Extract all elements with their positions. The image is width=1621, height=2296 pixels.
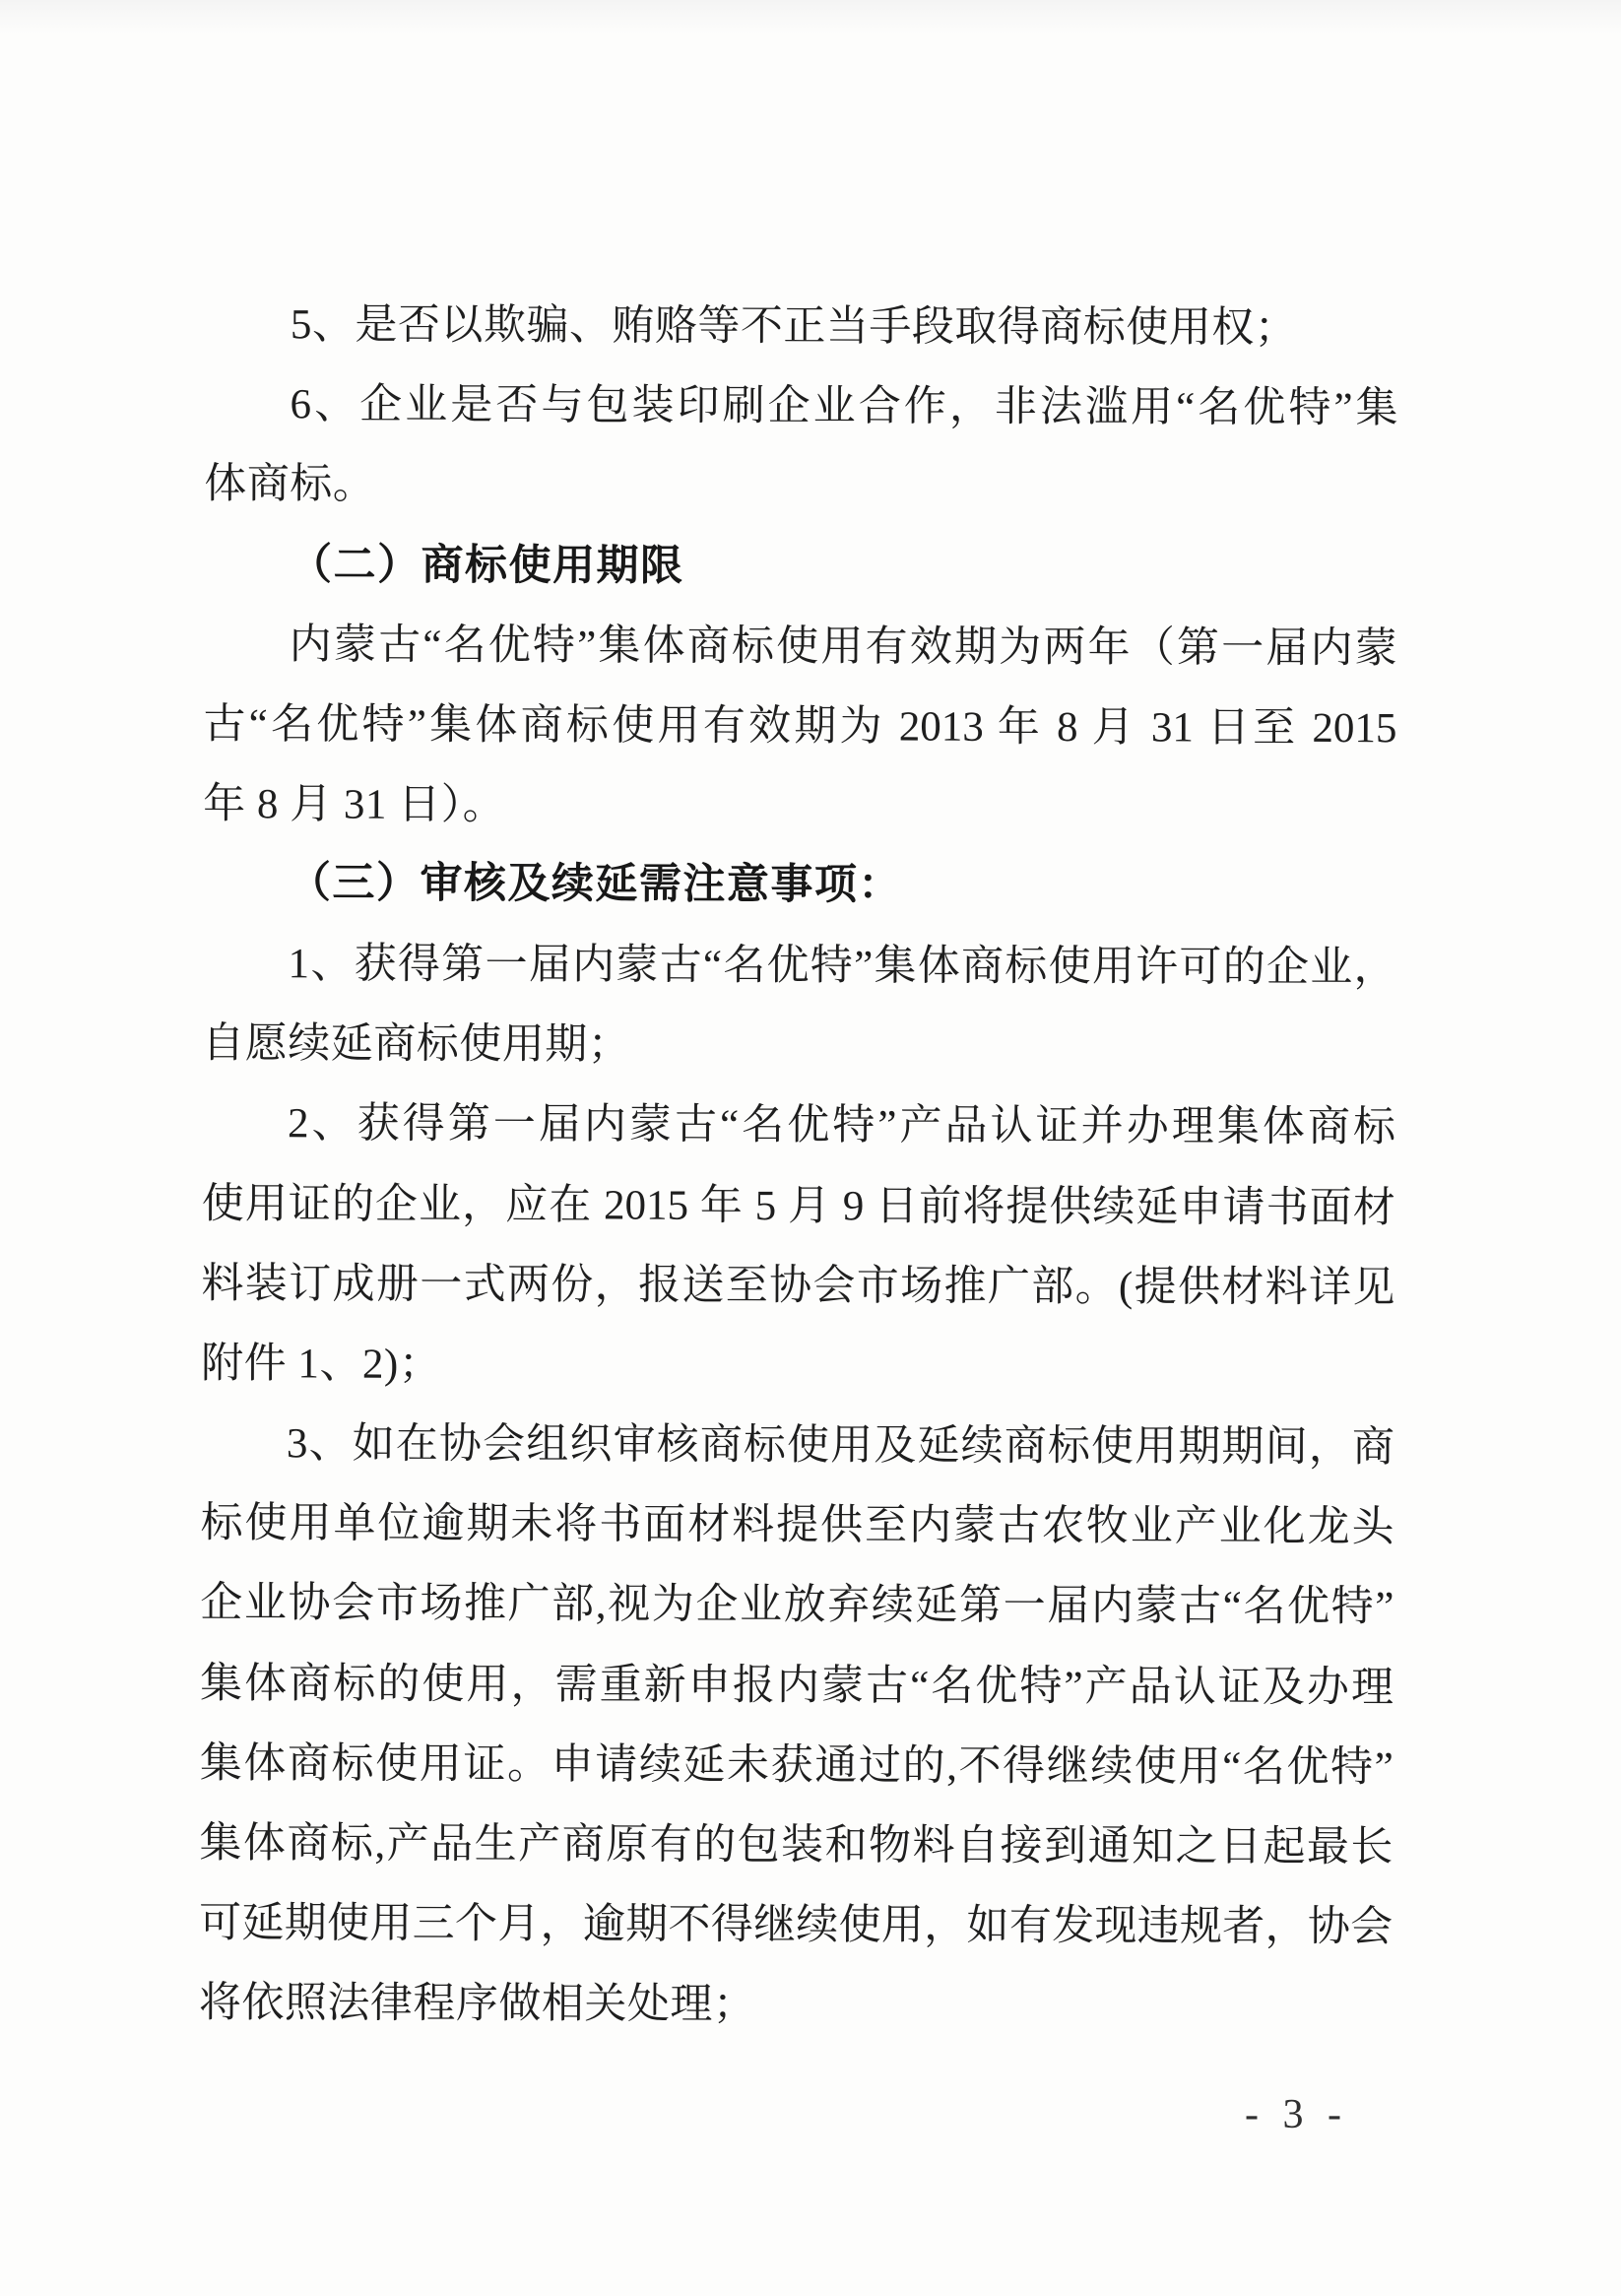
page-number: - 3 - (1245, 2092, 1348, 2137)
doc-line-item-5: 5、是否以欺骗、贿赂等不正当手段取得商标使用权； (290, 301, 1298, 352)
doc-line: 年 8 月 31 日）。 (203, 781, 506, 829)
doc-line: 使用证的企业，应在 2015 年 5 月 9 日前将提供续延申请书面材 (201, 1180, 1395, 1232)
doc-line: 集体商标,产品生产商原有的包装和物料自接到通知之日起最长 (199, 1819, 1394, 1871)
doc-line-item-1: 1、获得第一届内蒙古“名优特”集体商标使用许可的企业， (288, 941, 1396, 992)
doc-line: 集体商标的使用，需重新申报内蒙古“名优特”产品认证及办理 (199, 1660, 1394, 1712)
doc-line: 可延期使用三个月，逾期不得继续使用，如有发现违规者，协会 (199, 1899, 1394, 1951)
doc-line: 内蒙古“名优特”集体商标使用有效期为两年（第一届内蒙 (289, 622, 1397, 673)
doc-line: 将依照法律程序做相关处理； (198, 1979, 756, 2028)
doc-line: 集体商标使用证。申请续延未获通过的,不得继续使用“名优特” (199, 1739, 1394, 1792)
doc-heading-section-3: （三）审核及续延需注意事项： (288, 859, 902, 909)
doc-line: 附件 1、2)； (201, 1340, 442, 1388)
doc-line-item-3: 3、如在协会组织审核商标使用及延续商标使用期期间，商 (286, 1420, 1394, 1472)
doc-line: 企业协会市场推广部,视为企业放弃续延第一届内蒙古“名优特” (200, 1579, 1394, 1631)
doc-line: 体商标。 (204, 461, 376, 508)
doc-line: 古“名优特”集体商标使用有效期为 2013 年 8 月 31 日至 2015 (203, 701, 1397, 753)
doc-line-item-2: 2、获得第一届内蒙古“名优特”产品认证并办理集体商标 (287, 1100, 1396, 1151)
doc-heading-section-2: （二）商标使用期限 (289, 541, 684, 590)
doc-line: 料装订成册一式两份，报送至协会市场推广部。(提供材料详见 (201, 1260, 1395, 1312)
doc-line: 标使用单位逾期未将书面材料提供至内蒙古农牧业产业化龙头 (200, 1499, 1394, 1551)
doc-line: 自愿续延商标使用期； (202, 1020, 631, 1069)
doc-line-item-6: 6、企业是否与包装印刷企业合作，非法滥用“名优特”集 (290, 381, 1398, 432)
